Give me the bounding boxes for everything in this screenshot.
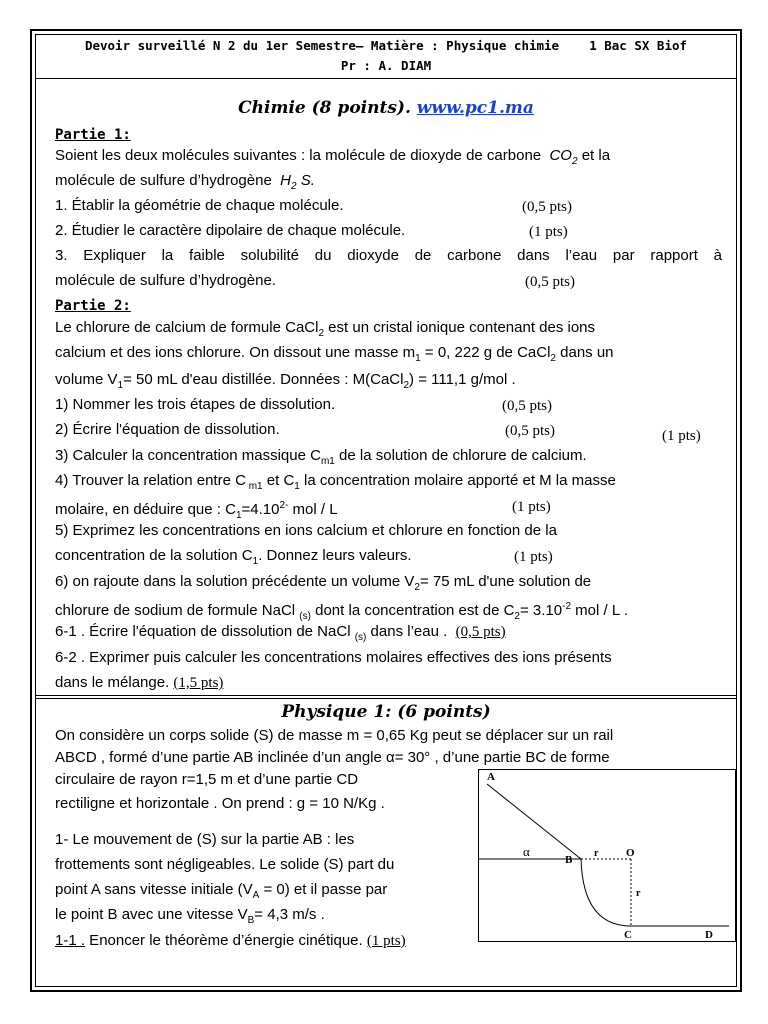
partie2-intro-1: Le chlorure de calcium de formule CaCl$_2$ est un cristal ionique contenant des ions bbox=[55, 319, 596, 339]
physique-para-4: rectiligne et horizontale . On prend : g = 10 N/Kg . bbox=[55, 795, 385, 812]
physique-para-3: circulaire de rayon r=1,5 m et d’une partie CD bbox=[55, 771, 359, 788]
partie2-q3: 3) Calculer la concentration massique $C_{m1}$ de la solution de chlorure de calcium. bbox=[55, 447, 587, 467]
physique-q1-line4: le point B avec une vitesse $V_B= 4,3$ m/s . bbox=[55, 906, 325, 926]
label-c: C bbox=[624, 929, 632, 941]
partie2-q6-line2: chlorure de sodium de formule NaCl $_{(s)}$ dont la concentration est de $C_2= 3.10^{-2}$ mol / L . bbox=[55, 601, 628, 622]
partie2-q6-1-points: (0,5 pts) bbox=[455, 624, 506, 640]
partie2-q2: 2) Écrire l'équation de dissolution. bbox=[55, 421, 280, 438]
site-link[interactable]: www.pc1.ma bbox=[416, 98, 534, 118]
physique-q1-line2: frottements sont négligeables. Le solide (S) part du bbox=[55, 856, 395, 873]
partie1-q2-points: (1 pts) bbox=[529, 224, 568, 240]
partie2-heading: Partie 2: bbox=[55, 298, 131, 314]
partie1-q3-line2: molécule de sulfure d’hydrogène. bbox=[55, 272, 276, 289]
header-separator bbox=[36, 78, 736, 79]
partie2-q6-2-points: (1,5 pts) bbox=[173, 675, 224, 691]
partie1-intro-1: Soient les deux molécules suivantes : la molécule de dioxyde de carbone $CO_2$ et la bbox=[55, 147, 611, 167]
partie2-q5-points: (1 pts) bbox=[514, 549, 553, 565]
section-separator bbox=[36, 695, 736, 696]
partie2-q6-2-line1: 6-2 . Exprimer puis calculer les concentrations molaires effectives des ions présents bbox=[55, 649, 612, 666]
partie2-q1-points: (0,5 pts) bbox=[502, 398, 552, 414]
partie2-q5-line2: concentration de la solution $C_1$. Donnez leurs valeurs. bbox=[55, 547, 412, 567]
partie1-q3-points: (0,5 pts) bbox=[525, 274, 575, 290]
partie2-q6-2-line2: dans le mélange. (1,5 pts) bbox=[55, 674, 224, 691]
rail-diagram-svg bbox=[479, 770, 735, 941]
partie2-q2-points: (0,5 pts) bbox=[505, 423, 555, 439]
label-o: O bbox=[626, 847, 635, 859]
chimie-title-text: Chimie (8 points). bbox=[238, 98, 411, 118]
header-line-1 bbox=[36, 36, 736, 56]
partie1-intro-2: molécule de sulfure d’hydrogène $H_2$ S. bbox=[55, 172, 315, 192]
arc-bc bbox=[581, 859, 631, 926]
partie2-q6-line1: 6) on rajoute dans la solution précédente un volume $V_2= 75$ mL d'une solution de bbox=[55, 573, 592, 593]
partie2-intro-2: calcium et des ions chlorure. On dissout une masse $m_1 = 0$, 222 g de CaCl$_2$ dans un bbox=[55, 344, 614, 364]
exam-header bbox=[36, 36, 736, 76]
physique-title: Physique 1: (6 points) bbox=[281, 702, 491, 722]
section-separator-2 bbox=[36, 698, 736, 699]
partie2-q5-line1: 5) Exprimez les concentrations en ions calcium et chlorure en fonction de la bbox=[55, 522, 557, 539]
partie2-q6-1: 6-1 . Écrire l'équation de dissolution de NaCl $_{(s)}$ dans l’eau . (0,5 pts) bbox=[55, 623, 506, 643]
physique-para-1: On considère un corps solide (S) de masse m = 0,65 Kg peut se déplacer sur un rail bbox=[55, 727, 614, 744]
physique-q1-1: 1-1 . Enoncer le théorème d’énergie cinétique. (1 pts) bbox=[55, 932, 406, 949]
label-r-side: r bbox=[636, 888, 641, 899]
partie1-q1-points: (0,5 pts) bbox=[522, 199, 572, 215]
partie2-q4-line2: molaire, en déduire que : $C_1=4.10^{2-}$ mol / L bbox=[55, 500, 338, 521]
header-class: 1 Bac SX Biof bbox=[589, 38, 688, 53]
header-line-2: Pr : A. DIAM bbox=[340, 58, 432, 73]
partie1-q2: 2. Étudier le caractère dipolaire de chaque molécule. bbox=[55, 222, 406, 239]
partie2-q3-points: (1 pts) bbox=[662, 428, 701, 444]
partie1-q1: 1. Établir la géométrie de chaque molécule. bbox=[55, 197, 344, 214]
physique-q1-1-points: (1 pts) bbox=[366, 933, 406, 949]
partie1-heading: Partie 1: bbox=[55, 127, 131, 143]
physique-q1-line3: point A sans vitesse initiale $(V_A = 0)$ et il passe par bbox=[55, 881, 388, 901]
rail-diagram bbox=[478, 769, 736, 942]
partie2-q1: 1) Nommer les trois étapes de dissolution. bbox=[55, 396, 336, 413]
label-r-top: r bbox=[594, 848, 599, 859]
label-d: D bbox=[705, 929, 713, 941]
label-a: A bbox=[487, 771, 495, 783]
partie1-q3-line1: 3. Expliquer la faible solubilité du dioxyde de carbone dans l’eau par rapport à bbox=[55, 247, 722, 264]
partie2-q4-points: (1 pts) bbox=[512, 499, 551, 515]
incline-ab bbox=[487, 784, 581, 859]
header-course: Devoir surveillé N 2 du 1er Semestre– Matière : Physique chimie bbox=[84, 38, 560, 53]
physique-para-2: ABCD , formé d’une partie AB inclinée d’un angle α= 30° , d’une partie BC de forme bbox=[55, 749, 610, 766]
label-b: B bbox=[565, 854, 573, 866]
label-alpha: α bbox=[523, 844, 530, 859]
chimie-title bbox=[36, 98, 736, 118]
partie2-q4-line1: 4) Trouver la relation entre C $_{m1}$ et $C_1$ la concentration molaire apporté et M la masse bbox=[55, 472, 616, 492]
physique-q1-line1: 1- Le mouvement de (S) sur la partie AB : les bbox=[55, 831, 355, 848]
partie2-intro-3: volume $V_1= 50$ mL d'eau distillée. Données : M(CaCl$_2$) = 111,1 g/mol . bbox=[55, 371, 516, 391]
